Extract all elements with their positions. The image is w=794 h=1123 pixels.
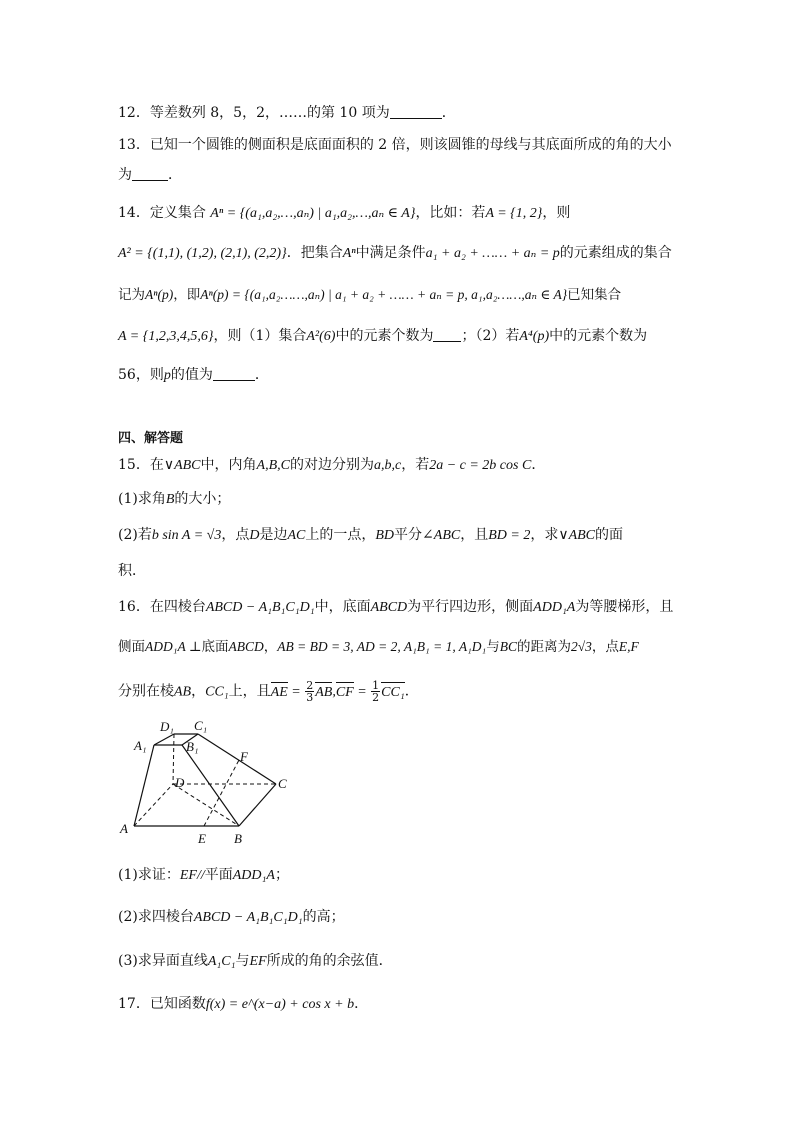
- set-a4-p: A⁴(p): [519, 329, 550, 344]
- q15-mid2: 的对边分别为: [289, 457, 374, 473]
- q15-pre: 15．在: [118, 457, 164, 473]
- base: ABCD: [228, 639, 264, 654]
- frustum-figure: [118, 712, 298, 852]
- question-17: [118, 995, 368, 1014]
- edge-a-a1: [134, 745, 154, 826]
- q14-mid: ，比如：若: [415, 205, 486, 221]
- equals: =: [287, 684, 305, 700]
- sum-condition: a₁ + a₂ + …… + aₙ = p: [425, 246, 560, 261]
- edge-d1-d: [173, 734, 174, 784]
- triangle: ∨ABC: [163, 458, 201, 473]
- label-d1: D₁: [160, 719, 174, 734]
- vector-ae: AE: [270, 684, 288, 700]
- q16-end: 为等腰梯形，且: [575, 599, 674, 615]
- denominator: 2: [372, 691, 380, 704]
- q14-l5-end: ．: [254, 367, 269, 383]
- question-16-part2: [118, 908, 345, 927]
- numerator: 1: [372, 679, 380, 692]
- edge-cc1: CC₁: [205, 684, 229, 700]
- question-14-line5: [118, 366, 269, 385]
- q16-mid2: 为平行四边形，侧面: [407, 599, 534, 615]
- q16-p1-end: ；: [274, 867, 289, 883]
- q14-l4-mid3: ；（2）若: [461, 328, 520, 344]
- separator: ，: [191, 683, 206, 700]
- q14-l4-end: 中的元素个数为: [549, 328, 648, 344]
- given-lengths: AB = BD = 3, AD = 2, A₁B₁ = 1, A₁D₁: [277, 639, 487, 654]
- section-heading: 四、解答题: [118, 431, 184, 446]
- points-ef: E,F: [618, 639, 639, 654]
- fraction-one-half: [371, 680, 380, 703]
- frustum: ABCD − A₁B₁C₁D₁: [205, 600, 315, 615]
- angles: A,B,C: [256, 458, 290, 473]
- q15-p2-mid3: 上的一点，: [305, 527, 376, 543]
- q15-p2-mid: ，点: [221, 527, 250, 543]
- answer-blank[interactable]: [132, 166, 168, 181]
- vector-cc1: CC₁: [381, 684, 405, 700]
- set-anp-definition: Aⁿ(p) = {(a₁,a₂……,aₙ) | a₁ + a₂ + …… + aₙ = p, a₁,a₂……,aₙ ∈ A}: [200, 287, 568, 302]
- edge-b-c: [239, 784, 276, 826]
- set-anp: Aⁿ(p): [145, 287, 174, 302]
- question-16-line3: [118, 680, 419, 703]
- q14-l5-pre: 56，则: [118, 367, 164, 383]
- q16-p3-end: 所成的角的余弦值．: [266, 953, 393, 969]
- question-13-line1: 13．已知一个圆锥的侧面积是底面面积的 2 倍，则该圆锥的母线与其底面所成的角的大小: [118, 137, 672, 153]
- q12-end: ．: [441, 105, 456, 121]
- denominator: 3: [306, 691, 314, 704]
- numerator: 2: [306, 679, 314, 692]
- edge-ab: AB: [174, 684, 192, 700]
- side-ac: AC: [287, 528, 306, 543]
- q14-l2-mid2: 中满足条件: [355, 245, 426, 261]
- angle-b: B: [165, 492, 175, 507]
- q15-end: ．: [531, 457, 546, 473]
- question-13-line2: [118, 166, 182, 184]
- q16-p1-mid: 平面: [204, 867, 233, 883]
- segment-bd: BD: [375, 528, 395, 543]
- question-15-part1: [118, 490, 230, 509]
- label-b: B: [234, 831, 242, 846]
- plane: ADD₁A: [232, 868, 275, 883]
- q15-p2-end: 的面: [595, 527, 624, 543]
- question-14-line4: [118, 327, 647, 346]
- answer-blank[interactable]: [390, 104, 442, 119]
- edge-a-d: [134, 784, 173, 826]
- question-12: [118, 104, 456, 122]
- q14-end: ，则: [542, 205, 571, 221]
- label-c: C: [278, 776, 287, 791]
- q16-p2-pre: (2)求四棱台: [118, 909, 194, 925]
- answer-blank-1[interactable]: [433, 327, 461, 342]
- q15-p1-end: 的大小；: [174, 491, 231, 507]
- separator: ，: [263, 639, 278, 655]
- q16-p3-mid: 与: [235, 953, 250, 969]
- question-16-line1: [118, 598, 673, 617]
- q15-p2-pre: (2)若: [118, 527, 152, 543]
- question-15-line1: [118, 456, 545, 475]
- q16-l3-pre: 分别在棱: [118, 683, 174, 700]
- var-p: p: [163, 368, 171, 383]
- q16-p2-end: 的高；: [302, 909, 345, 925]
- function-definition: f(x) = e^(x−a) + cos x + b: [205, 997, 355, 1012]
- q15-p2-mid6: ，求: [530, 527, 559, 543]
- label-f: F: [240, 749, 248, 764]
- q15-p2-mid4: 平分: [394, 527, 423, 543]
- set-an: Aⁿ: [342, 246, 356, 261]
- q14-l5-mid: 的值为: [170, 367, 213, 383]
- q15-p1-pre: (1)求角: [118, 491, 166, 507]
- q17-pre: 17．已知函数: [118, 996, 206, 1012]
- q16-l2-mid: 底面: [201, 639, 229, 655]
- set-definition: Aⁿ = {(a₁,a₂,…,aₙ) | a₁,a₂,…,aₙ ∈ A}: [210, 206, 416, 221]
- q15-mid: 中，内角: [200, 457, 257, 473]
- q14-l2-end: 的元素组成的集合: [559, 245, 672, 261]
- base: ABCD: [370, 600, 408, 615]
- given-set: A = {1,2,3,4,5,6}: [118, 329, 214, 344]
- ef-parallel: EF//: [179, 868, 205, 883]
- q16-l2-mid4: ，点: [591, 639, 619, 655]
- question-16-line2: [118, 638, 639, 656]
- point-d: D: [249, 528, 260, 543]
- question-16-part1: [118, 866, 289, 885]
- edge-d-b: [173, 784, 239, 826]
- question-14-line1: [118, 204, 570, 223]
- q15-p2-mid2: 是边: [259, 527, 288, 543]
- q16-p3-pre: (3)求异面直线: [118, 953, 208, 969]
- q14-l2-mid: ．把集合: [286, 245, 343, 261]
- q14-l3-mid: ，即: [173, 287, 201, 303]
- edge-bc: BC: [499, 639, 517, 654]
- q17-end: ．: [354, 996, 369, 1012]
- q16-l3-end: ．: [404, 683, 419, 700]
- example-result: A² = {(1,1), (1,2), (2,1), (2,2)}: [118, 246, 287, 261]
- segment-e-f: [204, 760, 239, 826]
- q12-text: 12．等差数列 8，5，2，……的第 10 项为: [118, 105, 390, 121]
- q14-l3-pre: 记为: [118, 287, 145, 303]
- q16-l3-mid: 上，且: [228, 683, 271, 700]
- q16-p1-pre: (1)求证：: [118, 867, 180, 883]
- label-a1: A₁: [134, 738, 147, 753]
- vector-ab: AB: [315, 684, 333, 700]
- edge-a1-d1: [154, 734, 174, 745]
- fraction-two-thirds: [305, 680, 314, 703]
- q16-pre: 16．在四棱台: [118, 599, 206, 615]
- equation: 2a − c = 2b cos C: [429, 458, 532, 473]
- edge-b1-b: [182, 745, 239, 826]
- q16-l2-mid2: 与: [486, 639, 500, 655]
- question-14-line2: [118, 244, 672, 263]
- angle-abc: ∠ABC: [422, 528, 461, 543]
- q14-l4-mid2: 中的元素个数为: [335, 328, 434, 344]
- vector-cf: CF: [335, 684, 354, 700]
- equals: =: [353, 684, 371, 700]
- frustum: ABCD − A₁B₁C₁D₁: [193, 910, 303, 925]
- set-a2-6: A²(6): [306, 329, 336, 344]
- q16-mid: 中，底面: [314, 599, 371, 615]
- question-14-line3: [118, 286, 621, 304]
- q14-l3-end: 已知集合: [567, 287, 622, 303]
- question-16-part3: [118, 952, 393, 971]
- label-d: D: [175, 775, 185, 790]
- question-15-part2-cont: 积．: [118, 563, 146, 579]
- side-face: ADD₁A: [533, 600, 576, 615]
- condition: b sin A = √3: [151, 528, 222, 543]
- question-15-part2: [118, 526, 623, 545]
- q16-l2-mid3: 的距离为: [517, 639, 571, 655]
- q13-pre: 为: [118, 167, 132, 183]
- q15-p2-mid5: ，且: [460, 527, 489, 543]
- side-perp: ADD₁A ⊥: [145, 639, 202, 654]
- answer-blank-2[interactable]: [213, 366, 255, 381]
- q15-mid3: ，若: [401, 457, 430, 473]
- q13-end: ．: [168, 167, 182, 183]
- line-a1c1: A₁C₁: [207, 954, 236, 969]
- line-ef: EF: [249, 954, 267, 969]
- label-e: E: [198, 831, 206, 846]
- q16-l2-pre: 侧面: [118, 639, 145, 655]
- q14-pre: 14．定义集合: [118, 205, 206, 221]
- q14-l4-mid: ，则（1）集合: [213, 328, 307, 344]
- triangle: ∨ABC: [558, 528, 596, 543]
- sides: a,b,c: [373, 458, 402, 473]
- example-set: A = {1, 2}: [485, 206, 543, 221]
- bd-length: BD = 2: [488, 528, 531, 543]
- comma: ,: [332, 684, 336, 700]
- edge-c1-c: [198, 734, 276, 784]
- distance: 2√3: [571, 639, 592, 654]
- label-c1: C₁: [194, 718, 208, 733]
- label-a: A: [120, 821, 128, 836]
- label-b1: B₁: [186, 739, 199, 754]
